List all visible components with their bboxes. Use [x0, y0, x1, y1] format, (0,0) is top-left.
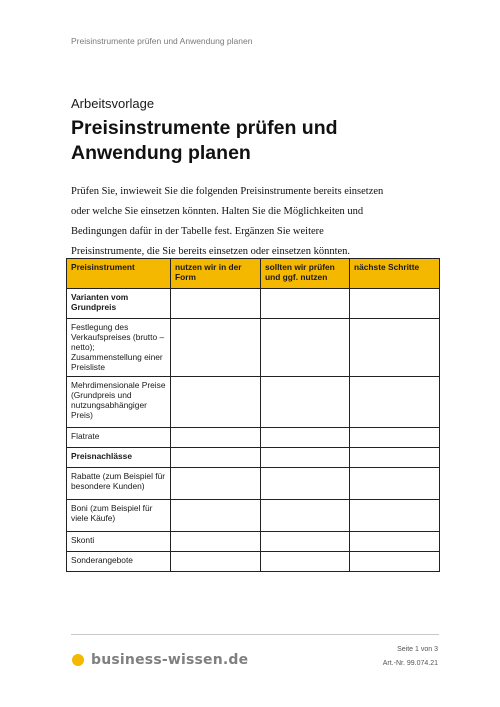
cell-in-use[interactable]	[171, 289, 261, 319]
table-row	[67, 428, 440, 448]
cell-next-steps[interactable]	[350, 377, 440, 428]
cell-next-steps[interactable]	[350, 532, 440, 552]
cell-in-use[interactable]	[171, 552, 261, 572]
running-header: Preisinstrumente prüfen und Anwendung planen	[71, 36, 253, 46]
row-label: Rabatte (zum Beispiel für besondere Kunden)	[67, 468, 171, 500]
cell-to-check[interactable]	[261, 319, 350, 377]
cell-in-use[interactable]	[171, 500, 261, 532]
cell-next-steps[interactable]	[350, 552, 440, 572]
row-label: Flatrate	[67, 428, 171, 448]
column-header-next-steps: nächste Schritte	[350, 259, 440, 289]
column-header-to-check: sollten wir prüfen und ggf. nutzen	[261, 259, 350, 289]
table-row	[67, 289, 440, 319]
row-label: Sonderangebote	[67, 552, 171, 572]
row-label: Festlegung des Verkaufspreises (brutto – netto); Zusammenstellung einer Preisliste	[67, 319, 171, 377]
cell-to-check[interactable]	[261, 448, 350, 468]
footer-divider	[71, 634, 439, 635]
cell-to-check[interactable]	[261, 428, 350, 448]
table-row	[67, 319, 440, 377]
column-header-instrument: Preisinstrument	[67, 259, 171, 289]
yellow-dot-icon	[72, 654, 84, 666]
cell-next-steps[interactable]	[350, 289, 440, 319]
row-label: Boni (zum Beispiel für viele Käufe)	[67, 500, 171, 532]
cell-to-check[interactable]	[261, 500, 350, 532]
intro-line: Bedingungen dafür in der Tabelle fest. Ergänzen Sie weitere	[71, 226, 324, 237]
table-row	[67, 500, 440, 532]
cell-next-steps[interactable]	[350, 428, 440, 448]
table-header-row	[67, 259, 440, 289]
table-row	[67, 552, 440, 572]
page-info	[383, 643, 438, 671]
row-label: Mehrdimensionale Preise (Grundpreis und nutzungsabhängiger Preis)	[67, 377, 171, 428]
intro-line: Preisinstrumente, die Sie bereits einsetzen oder einsetzen könnten.	[71, 246, 351, 257]
cell-next-steps[interactable]	[350, 500, 440, 532]
cell-to-check[interactable]	[261, 468, 350, 500]
cell-in-use[interactable]	[171, 532, 261, 552]
intro-paragraph	[71, 182, 441, 262]
row-label: Varianten vom Grundpreis	[67, 289, 171, 319]
intro-line: Prüfen Sie, inwieweit Sie die folgenden Preisinstrumente bereits einsetzen	[71, 186, 384, 197]
intro-line: oder welche Sie einsetzen könnten. Halten Sie die Möglichkeiten und	[71, 206, 364, 217]
row-label: Skonti	[67, 532, 171, 552]
cell-in-use[interactable]	[171, 428, 261, 448]
cell-to-check[interactable]	[261, 532, 350, 552]
brand-name: business-wissen.de	[91, 652, 249, 668]
cell-in-use[interactable]	[171, 448, 261, 468]
page-title-line-2: Anwendung planen	[71, 142, 251, 164]
cell-in-use[interactable]	[171, 377, 261, 428]
cell-next-steps[interactable]	[350, 319, 440, 377]
table-row	[67, 448, 440, 468]
cell-to-check[interactable]	[261, 552, 350, 572]
cell-in-use[interactable]	[171, 468, 261, 500]
cell-next-steps[interactable]	[350, 448, 440, 468]
page-title-line-1: Preisinstrumente prüfen und	[71, 117, 338, 139]
cell-to-check[interactable]	[261, 289, 350, 319]
cell-next-steps[interactable]	[350, 468, 440, 500]
table-row	[67, 377, 440, 428]
row-label: Preisnachlässe	[67, 448, 171, 468]
column-header-in-use: nutzen wir in der Form	[171, 259, 261, 289]
page-title	[71, 116, 451, 166]
table-row	[67, 468, 440, 500]
brand-logo[interactable]	[72, 652, 248, 668]
cell-to-check[interactable]	[261, 377, 350, 428]
cell-in-use[interactable]	[171, 319, 261, 377]
page-number: Seite 1 von 3	[397, 646, 438, 653]
price-instrument-table	[66, 258, 440, 572]
table-row	[67, 532, 440, 552]
article-number: Art.-Nr. 99.074.21	[382, 660, 438, 667]
document-type: Arbeitsvorlage	[71, 96, 155, 111]
